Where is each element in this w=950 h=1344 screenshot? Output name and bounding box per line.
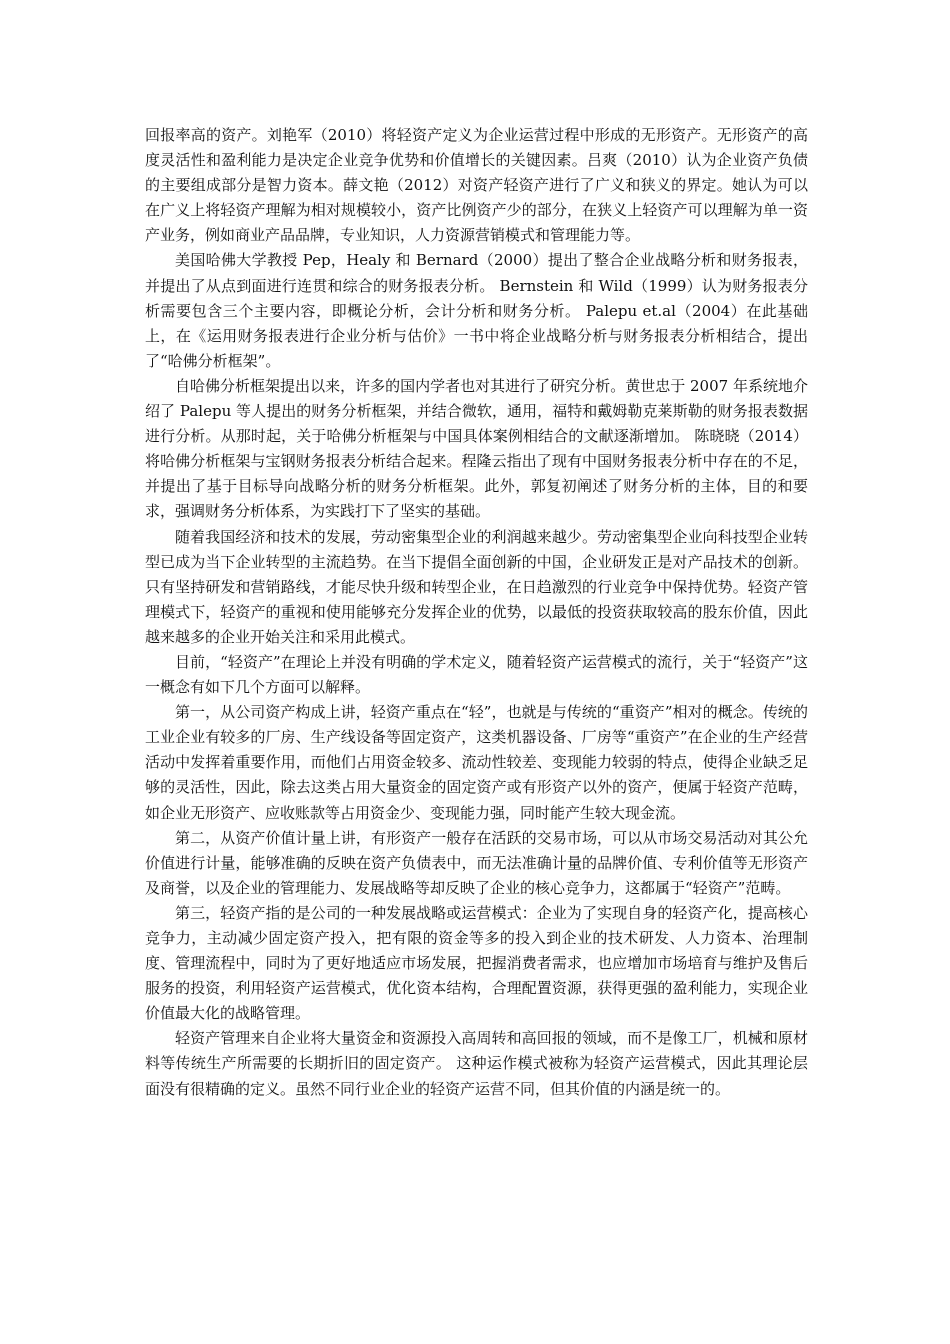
- paragraph-3: 自哈佛分析框架提出以来，许多的国内学者也对其进行了研究分析。黄世忠于 2007 年系统地介绍了 Palepu 等人提出的财务分析框架，并结合微软，通用，福特和戴姆勒克莱斯勒的财务报表数据进行分析。从那时起，关于哈佛分析框架与中国具体案例相结合的文献逐渐增加。 陈晓晓（2014）将哈佛分析框架与宝钢财务报表分析结合起来。程隆云指出了现有中国财务报表分析中存在的不足，并提出了基于目标导向战略分析的财务分析框架。此外，郭复初阐述了财务分析的主体，目的和要求，强调财务分析体系，为实践打下了坚实的基础。: [145, 376, 808, 521]
- paragraph-9: 轻资产管理来自企业将大量资金和资源投入高周转和高回报的领域，而不是像工厂，机械和原材料等传统生产所需要的长期折旧的固定资产。 这种运作模式被称为轻资产运营模式，因此其理论层面没有很精确的定义。虽然不同行业企业的轻资产运营不同，但其价值的内涵是统一的。: [145, 1029, 808, 1098]
- paragraph-2: 美国哈佛大学教授 Pep，Healy 和 Bernard（2000）提出了整合企业战略分析和财务报表，并提出了从点到面进行连贯和综合的财务报表分析。 Bernstein 和 Wild（1999）认为财务报表分析需要包含三个主要内容，即概论分析，会计分析和财务分析。 Palepu et.al（2004）在此基础上，在《运用财务报表进行企业分析与估价》一书中将企业战略分析与财务报表分析相结合，提出了“哈佛分析框架”。: [145, 251, 808, 370]
- paragraph-1: 回报率高的资产。刘艳军（2010）将轻资产定义为企业运营过程中形成的无形资产。无形资产的高度灵活性和盈利能力是决定企业竞争优势和价值增长的关键因素。吕爽（2010）认为企业资产负债的主要组成部分是智力资本。薛文艳（2012）对资产轻资产进行了广义和狭义的界定。她认为可以在广义上将轻资产理解为相对规模较小，资产比例资产少的部分，在狭义上轻资产可以理解为单一资产业务，例如商业产品品牌，专业知识，人力资源营销模式和管理能力等。: [145, 126, 808, 245]
- paragraph-5: 目前，“轻资产”在理论上并没有明确的学术定义，随着轻资产运营模式的流行，关于“轻资产”这一概念有如下几个方面可以解释。: [145, 652, 808, 697]
- paragraph-7: 第二，从资产价值计量上讲，有形资产一般存在活跃的交易市场，可以从市场交易活动对其公允价值进行计量，能够准确的反映在资产负债表中，而无法准确计量的品牌价值、专利价值等无形资产及商誉，以及企业的管理能力、发展战略等却反映了企业的核心竞争力，这都属于“轻资产”范畴。: [145, 828, 808, 897]
- paragraph-8: 第三，轻资产指的是公司的一种发展战略或运营模式：企业为了实现自身的轻资产化，提高核心竞争力，主动减少固定资产投入，把有限的资金等多的投入到企业的技术研发、人力资本、治理制度、管理流程中，同时为了更好地适应市场发展，把握消费者需求，也应增加市场培育与维护及售后服务的投资，利用轻资产运营模式，优化资本结构，合理配置资源，获得更强的盈利能力，实现企业价值最大化的战略管理。: [145, 903, 808, 1023]
- paragraph-4: 随着我国经济和技术的发展，劳动密集型企业的利润越来越少。劳动密集型企业向科技型企业转型已成为当下企业转型的主流趋势。在当下提倡全面创新的中国，企业研发正是对产品技术的创新。 只有坚持研发和营销路线，才能尽快升级和转型企业，在日趋激烈的行业竞争中保持优势。轻资产管理模式下，轻资产的重视和使用能够充分发挥企业的优势，以最低的投资获取较高的股东价值，因此越来越多的企业开始关注和采用此模式。: [145, 527, 808, 646]
- paragraph-6: 第一，从公司资产构成上讲，轻资产重点在“轻”，也就是与传统的“重资产”相对的概念。传统的工业企业有较多的厂房、生产线设备等固定资产，这类机器设备、厂房等“重资产”在企业的生产经营活动中发挥着重要作用，而他们占用资金较多、流动性较差、变现能力较弱的特点，使得企业缺乏足够的灵活性，因此，除去这类占用大量资金的固定资产或有形资产以外的资产，便属于轻资产范畴，如企业无形资产、应收账款等占用资金少、变现能力强，同时能产生较大现金流。: [145, 703, 808, 822]
- document-body: [145, 123, 808, 1102]
